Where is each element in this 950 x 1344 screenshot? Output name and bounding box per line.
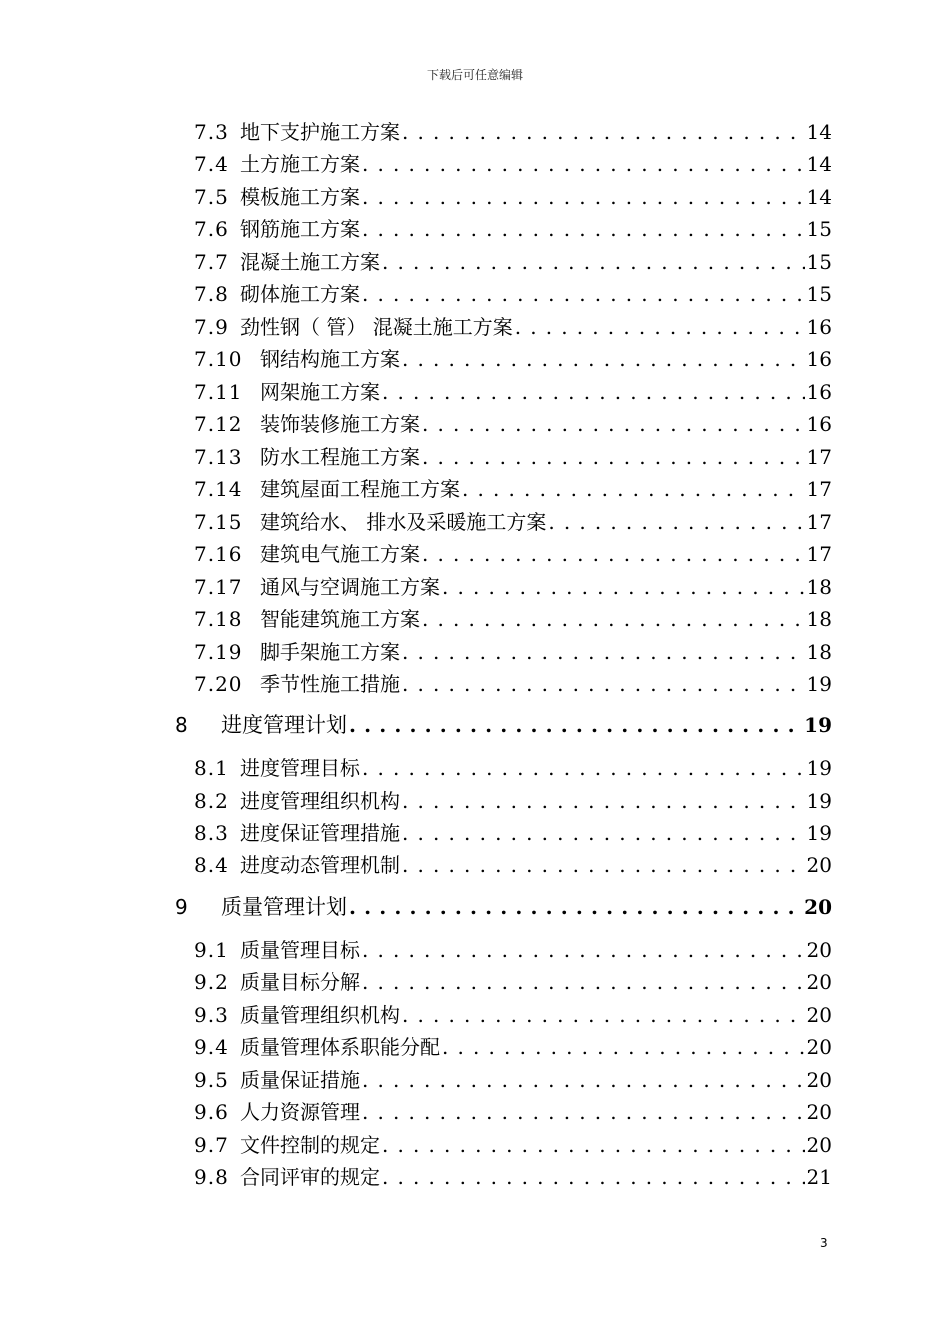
toc-entry-number: 9.6 — [194, 1100, 229, 1124]
toc-entry-title: 人力资源管理 — [240, 1100, 360, 1124]
toc-entry[interactable] — [194, 183, 832, 211]
toc-entry-number: 7.9 — [194, 315, 229, 339]
toc-dot-leader — [420, 410, 805, 438]
toc-entry-page: 17 — [806, 510, 832, 534]
toc-entry[interactable] — [194, 968, 832, 996]
toc-entry[interactable] — [194, 670, 832, 698]
toc-entry-title: 砌体施工方案 — [240, 282, 360, 306]
toc-entry-page: 20 — [806, 970, 832, 994]
toc-dot-leader — [546, 508, 804, 536]
toc-dot-leader — [360, 754, 805, 782]
toc-entry[interactable] — [194, 345, 832, 373]
toc-entry-page: 20 — [806, 853, 832, 877]
toc-dot-leader — [360, 936, 805, 964]
toc-entry-title: 混凝土施工方案 — [240, 250, 380, 274]
toc-dot-leader — [420, 443, 805, 471]
toc-chapter-entry[interactable] — [175, 711, 832, 739]
toc-dot-leader — [513, 313, 805, 341]
page-number: 3 — [820, 1236, 828, 1250]
toc-entry-title: 质量保证措施 — [240, 1068, 360, 1092]
toc-entry-number: 7.11 — [194, 380, 243, 404]
toc-entry-number: 7.14 — [194, 477, 243, 501]
toc-entry[interactable] — [194, 378, 832, 406]
toc-entry-title: 建筑屋面工程施工方案 — [260, 477, 460, 501]
toc-entry[interactable] — [194, 851, 832, 879]
toc-entry-title: 模板施工方案 — [240, 185, 360, 209]
toc-entry[interactable] — [194, 1033, 832, 1061]
toc-dot-leader — [347, 711, 802, 739]
toc-entry-number: 9.7 — [194, 1133, 229, 1157]
toc-entry-number: 7.15 — [194, 510, 243, 534]
toc-entry-number: 7.3 — [194, 120, 229, 144]
toc-dot-leader — [440, 573, 805, 601]
toc-dot-leader — [460, 475, 805, 503]
toc-entry-page: 14 — [806, 185, 832, 209]
toc-entry-page: 20 — [806, 1100, 832, 1124]
toc-entry-title: 进度管理计划 — [221, 713, 347, 737]
toc-entry-number: 9.2 — [194, 970, 229, 994]
toc-entry-title: 通风与空调施工方案 — [260, 575, 440, 599]
toc-entry-title: 进度管理目标 — [240, 756, 360, 780]
toc-entry-title: 脚手架施工方案 — [260, 640, 400, 664]
toc-entry-page: 17 — [806, 477, 832, 501]
toc-entry-page: 20 — [806, 938, 832, 962]
toc-entry-number: 9.4 — [194, 1035, 229, 1059]
toc-dot-leader — [400, 819, 805, 847]
toc-entry[interactable] — [194, 787, 832, 815]
toc-entry[interactable] — [194, 313, 832, 341]
toc-entry-title: 土方施工方案 — [240, 152, 360, 176]
toc-chapter-entry[interactable] — [175, 893, 832, 921]
toc-entry[interactable] — [194, 819, 832, 847]
toc-entry[interactable] — [194, 150, 832, 178]
toc-entry[interactable] — [194, 540, 832, 568]
toc-entry-number: 9 — [175, 895, 189, 919]
toc-entry-page: 14 — [806, 152, 832, 176]
toc-entry-number: 8.4 — [194, 853, 229, 877]
toc-dot-leader — [440, 1033, 805, 1061]
toc-entry-number: 8.3 — [194, 821, 229, 845]
toc-entry-page: 16 — [806, 380, 832, 404]
toc-entry-number: 9.5 — [194, 1068, 229, 1092]
toc-entry-number: 9.1 — [194, 938, 229, 962]
toc-entry-title: 质量管理目标 — [240, 938, 360, 962]
toc-entry-number: 9.3 — [194, 1003, 229, 1027]
toc-entry-page: 19 — [806, 821, 832, 845]
toc-dot-leader — [400, 670, 805, 698]
toc-entry-page: 20 — [804, 895, 832, 919]
toc-entry-title: 进度保证管理措施 — [240, 821, 400, 845]
toc-entry-page: 15 — [806, 282, 832, 306]
toc-entry[interactable] — [194, 118, 832, 146]
toc-entry-title: 文件控制的规定 — [240, 1133, 380, 1157]
toc-dot-leader — [400, 118, 805, 146]
toc-entry[interactable] — [194, 215, 832, 243]
toc-entry-page: 18 — [806, 640, 832, 664]
toc-entry-number: 7.5 — [194, 185, 229, 209]
toc-entry[interactable] — [194, 1066, 832, 1094]
toc-entry[interactable] — [194, 1098, 832, 1126]
toc-entry-title: 质量目标分解 — [240, 970, 360, 994]
toc-dot-leader — [360, 150, 805, 178]
toc-entry-page: 21 — [806, 1165, 832, 1189]
toc-entry-page: 18 — [806, 575, 832, 599]
toc-entry-title: 劲性钢（ 管） 混凝土施工方案 — [240, 315, 513, 339]
toc-entry-number: 7.13 — [194, 445, 243, 469]
toc-entry-number: 7.12 — [194, 412, 243, 436]
toc-entry-page: 16 — [806, 315, 832, 339]
toc-entry-page: 19 — [806, 789, 832, 813]
toc-entry-number: 7.6 — [194, 217, 229, 241]
toc-entry-page: 20 — [806, 1003, 832, 1027]
toc-entry-title: 进度动态管理机制 — [240, 853, 400, 877]
toc-entry[interactable] — [194, 475, 832, 503]
toc-dot-leader — [360, 968, 805, 996]
toc-entry-title: 建筑给水、 排水及采暖施工方案 — [260, 510, 547, 534]
toc-entry[interactable] — [194, 410, 832, 438]
toc-dot-leader — [380, 1131, 805, 1159]
toc-dot-leader — [400, 345, 805, 373]
toc-dot-leader — [360, 183, 805, 211]
toc-dot-leader — [360, 1098, 805, 1126]
toc-dot-leader — [360, 215, 805, 243]
toc-entry-page: 19 — [804, 713, 832, 737]
toc-entry[interactable] — [194, 936, 832, 964]
toc-entry-page: 17 — [806, 542, 832, 566]
toc-entry-number: 7.7 — [194, 250, 229, 274]
toc-dot-leader — [420, 605, 805, 633]
toc-entry[interactable] — [194, 1001, 832, 1029]
toc-entry-title: 装饰装修施工方案 — [260, 412, 420, 436]
toc-entry-number: 7.16 — [194, 542, 243, 566]
toc-entry[interactable] — [194, 443, 832, 471]
toc-entry-title: 钢结构施工方案 — [260, 347, 400, 371]
toc-entry-page: 14 — [806, 120, 832, 144]
toc-entry-number: 7.18 — [194, 607, 243, 631]
toc-entry-page: 16 — [806, 412, 832, 436]
toc-entry-title: 质量管理体系职能分配 — [240, 1035, 440, 1059]
header-note: 下载后可任意编辑 — [426, 68, 523, 82]
toc-entry[interactable] — [194, 508, 832, 536]
toc-entry-number: 8.2 — [194, 789, 229, 813]
toc-entry-title: 钢筋施工方案 — [240, 217, 360, 241]
toc-entry-number: 8 — [175, 713, 189, 737]
toc-entry-number: 7.10 — [194, 347, 243, 371]
toc-dot-leader — [400, 851, 805, 879]
toc-dot-leader — [360, 280, 805, 308]
toc-entry-title: 网架施工方案 — [260, 380, 380, 404]
toc-entry-number: 9.8 — [194, 1165, 229, 1189]
toc-entry-title: 进度管理组织机构 — [240, 789, 400, 813]
toc-entry-number: 7.20 — [194, 672, 243, 696]
toc-entry-number: 7.8 — [194, 282, 229, 306]
toc-entry-page: 15 — [806, 217, 832, 241]
toc-entry-title: 智能建筑施工方案 — [260, 607, 420, 631]
toc-entry-page: 20 — [806, 1068, 832, 1092]
toc-entry[interactable] — [194, 1163, 832, 1191]
toc-entry-page: 16 — [806, 347, 832, 371]
toc-dot-leader — [347, 893, 802, 921]
toc-entry-number: 7.4 — [194, 152, 229, 176]
toc-entry-page: 15 — [806, 250, 832, 274]
toc-dot-leader — [400, 1001, 805, 1029]
toc-dot-leader — [380, 248, 805, 276]
toc-entry-page: 19 — [806, 672, 832, 696]
toc-entry-number: 8.1 — [194, 756, 229, 780]
toc-entry-page: 17 — [806, 445, 832, 469]
toc-entry-title: 地下支护施工方案 — [240, 120, 400, 144]
toc-entry-title: 质量管理组织机构 — [240, 1003, 400, 1027]
toc-dot-leader — [400, 787, 805, 815]
toc-entry[interactable] — [194, 1131, 832, 1159]
toc-dot-leader — [400, 638, 805, 666]
toc-dot-leader — [420, 540, 805, 568]
toc-entry-title: 建筑电气施工方案 — [260, 542, 420, 566]
toc-entry-title: 合同评审的规定 — [240, 1165, 380, 1189]
toc-entry-page: 20 — [806, 1133, 832, 1157]
toc-dot-leader — [360, 1066, 805, 1094]
toc-dot-leader — [380, 1163, 805, 1191]
toc-entry-title: 质量管理计划 — [221, 895, 347, 919]
toc-entry[interactable] — [194, 280, 832, 308]
toc-entry-number: 7.19 — [194, 640, 243, 664]
toc-entry-page: 20 — [806, 1035, 832, 1059]
toc-entry[interactable] — [194, 248, 832, 276]
toc-dot-leader — [380, 378, 805, 406]
toc-entry[interactable] — [194, 573, 832, 601]
toc-entry-page: 19 — [806, 756, 832, 780]
toc-entry[interactable] — [194, 754, 832, 782]
toc-entry[interactable] — [194, 605, 832, 633]
toc-entry-number: 7.17 — [194, 575, 243, 599]
toc-entry[interactable] — [194, 638, 832, 666]
toc-entry-page: 18 — [806, 607, 832, 631]
toc-entry-title: 防水工程施工方案 — [260, 445, 420, 469]
toc-entry-title: 季节性施工措施 — [260, 672, 400, 696]
